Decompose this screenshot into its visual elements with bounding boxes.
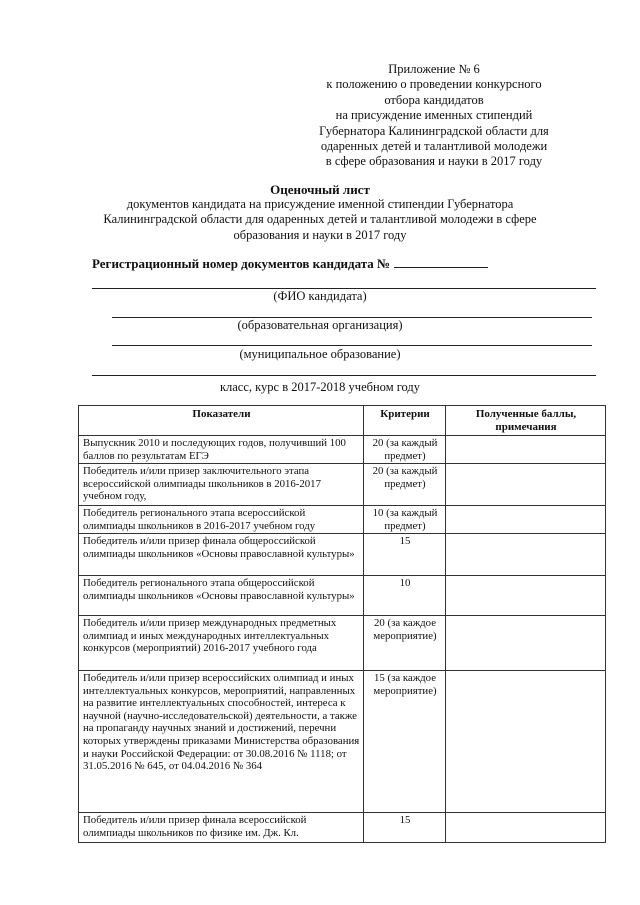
score-cell[interactable] <box>446 671 606 813</box>
appendix-line: Губернатора Калининградской области для <box>319 123 549 138</box>
document-subtitle: документов кандидата на присуждение именной стипендии Губернатора Калининградской области для одаренных детей и талантливой молодежи в сфере образования и науки в 2017 году <box>103 197 537 242</box>
score-cell[interactable] <box>446 506 606 534</box>
indicator-cell: Победитель регионального этапа всероссийской олимпиады школьников в 2016-2017 учебном году <box>79 506 364 534</box>
table-row <box>79 616 606 671</box>
criteria-cell: 10 <box>364 576 446 616</box>
indicator-cell: Выпускник 2010 и последующих годов, получивший 100 баллов по результатам ЕГЭ <box>79 436 364 464</box>
municipal-input-line[interactable] <box>112 345 592 346</box>
class-year-caption: класс, курс в 2017-2018 учебном году <box>219 380 421 394</box>
criteria-cell: 15 (за каждое мероприятие) <box>364 671 446 813</box>
table-row <box>79 813 606 843</box>
org-caption: (образовательная организация) <box>237 318 403 332</box>
table-row <box>79 464 606 506</box>
header-criteria: Критерии <box>364 406 446 436</box>
registration-line <box>92 256 488 272</box>
indicator-cell: Победитель и/или призер финала всероссийской олимпиады школьников по физике им. Дж. Кл. <box>79 813 364 843</box>
header-score: Полученные баллы, примечания <box>446 406 606 436</box>
criteria-cell: 20 (за каждый предмет) <box>364 436 446 464</box>
table-row <box>79 671 606 813</box>
indicator-cell: Победитель и/или призер международных предметных олимпиад и иных международных интеллектуальных конкурсов (мероприятий) 2016-2017 учебного года <box>79 616 364 671</box>
table-row <box>79 534 606 576</box>
municipal-caption: (муниципальное образование) <box>239 347 401 361</box>
document-title: Оценочный лист <box>270 182 370 197</box>
indicator-cell: Победитель и/или призер заключительного этапа всероссийской олимпиады школьников в 2016-2017 учебном году, <box>79 464 364 506</box>
header-indicators: Показатели <box>79 406 364 436</box>
score-cell[interactable] <box>446 464 606 506</box>
appendix-header <box>284 62 584 170</box>
registration-label: Регистрационный номер документов кандидата № <box>92 256 391 271</box>
score-cell[interactable] <box>446 616 606 671</box>
indicator-cell: Победитель и/или призер всероссийских олимпиад и иных интеллектуальных конкурсов, мероприятий, направленных на развитие интеллектуальных способностей, интереса к научной (научно-исследовательской) деятельности, а также на пропаганду научных знаний и достижений, перечни которых утверждены приказами Министерства образования и науки Российской Федерации: от 30.08.2016 № 1118; от 31.05.2016 № 645, от 04.04.2016 № 364 <box>79 671 364 813</box>
table-row <box>79 506 606 534</box>
criteria-cell: 15 <box>364 534 446 576</box>
appendix-line: к положению о проведении конкурсного <box>326 77 542 92</box>
score-cell[interactable] <box>446 813 606 843</box>
fio-caption: (ФИО кандидата) <box>273 289 367 303</box>
score-cell[interactable] <box>446 436 606 464</box>
appendix-line: в сфере образования и науки в 2017 году <box>325 154 543 169</box>
appendix-line: на присуждение именных стипендий <box>335 108 533 123</box>
indicator-cell: Победитель и/или призер финала общероссийской олимпиады школьников «Основы православной культуры» <box>79 534 364 576</box>
score-cell[interactable] <box>446 534 606 576</box>
appendix-line: отбора кандидатов <box>384 92 484 107</box>
criteria-cell: 20 (за каждый предмет) <box>364 464 446 506</box>
criteria-cell: 10 (за каждый предмет) <box>364 506 446 534</box>
table-header-row <box>79 406 606 436</box>
appendix-line: одаренных детей и талантливой молодежи <box>320 139 548 154</box>
table-row <box>79 576 606 616</box>
registration-number-field[interactable] <box>394 256 488 268</box>
score-cell[interactable] <box>446 576 606 616</box>
evaluation-table <box>78 405 606 843</box>
class-input-line[interactable] <box>92 375 596 376</box>
criteria-cell: 20 (за каждое мероприятие) <box>364 616 446 671</box>
table-row <box>79 436 606 464</box>
indicator-cell: Победитель регионального этапа общероссийской олимпиады школьников «Основы православной культуры» <box>79 576 364 616</box>
appendix-line: Приложение № 6 <box>388 62 480 76</box>
criteria-cell: 15 <box>364 813 446 843</box>
